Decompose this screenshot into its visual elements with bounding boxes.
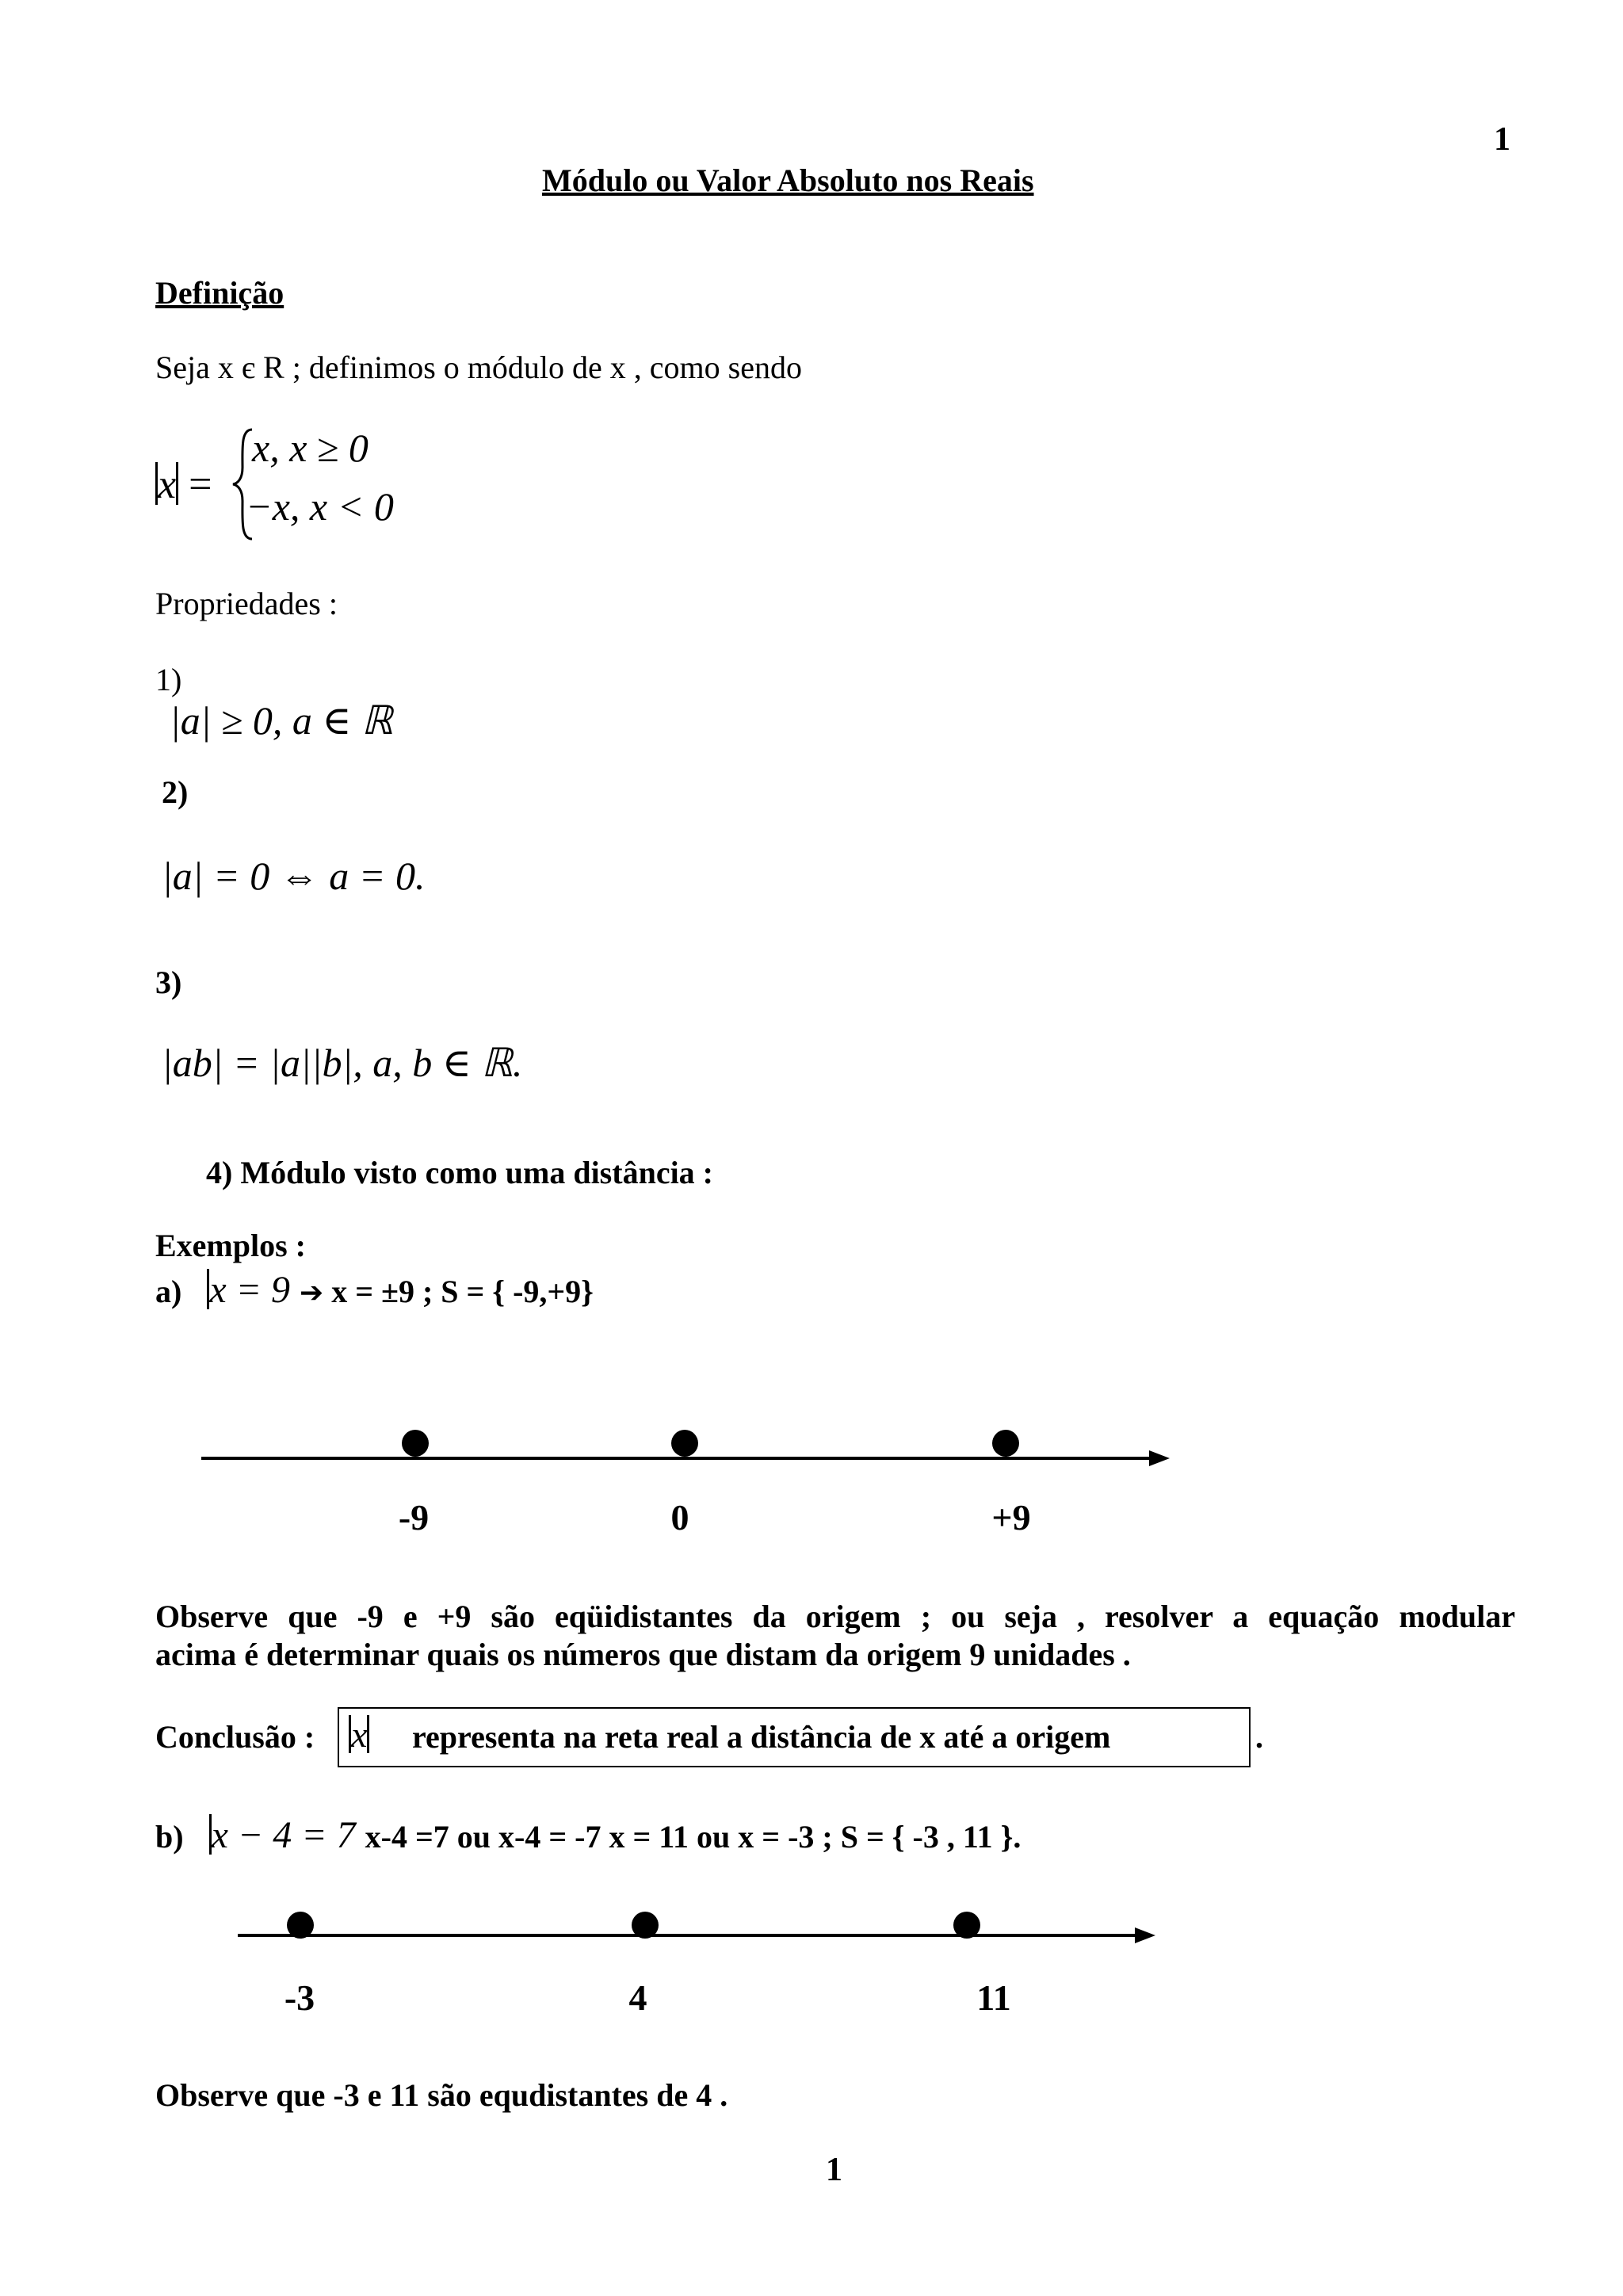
examples-heading: Exemplos : — [155, 1228, 306, 1263]
number-line-a-label: 0 — [670, 1497, 689, 1538]
observation-b: Observe que -3 e 11 são equdistantes de 4 . — [155, 2077, 728, 2113]
example-a-solution: x = ±9 ; S = { -9,+9} — [323, 1274, 594, 1309]
example-b-solution: x-4 =7 ou x-4 = -7 x = 11 ou x = -3 ; S = { -3 , 11 }. — [365, 1819, 1022, 1855]
number-line-a-point-pos9 — [992, 1430, 1019, 1457]
case-nonnegative: x, x ≥ 0 — [252, 426, 369, 470]
page-title: Módulo ou Valor Absoluto nos Reais — [542, 162, 1034, 198]
property-3-formula: |ab| = |a||b|, a, b ∈ ℝ. — [162, 1041, 523, 1085]
property-1-formula: |a| ≥ 0, a ∈ ℝ — [170, 698, 393, 743]
number-line-b-point-11 — [953, 1912, 980, 1939]
observation-a-line-2: acima é determinar quais os números que distam da origem 9 unidades . — [155, 1637, 1131, 1672]
number-line-a-label: +9 — [991, 1497, 1031, 1538]
abs-lhs: x = — [155, 461, 212, 508]
property-4-distance: 4) Módulo visto como uma distância : — [206, 1155, 713, 1190]
number-line-b-label: -3 — [284, 1977, 315, 2018]
property-1-label: 1) — [155, 662, 182, 697]
page-number-top: 1 — [1494, 121, 1510, 158]
number-line-b-point-4 — [632, 1912, 659, 1939]
number-line-b-label: 4 — [628, 1977, 647, 2018]
property-3-label: 3) — [155, 965, 182, 1000]
number-line-b-point-neg3 — [287, 1912, 314, 1939]
conclusion-variable: x — [349, 1713, 369, 1755]
number-line-b-label: 11 — [976, 1977, 1011, 2018]
property-2-formula: |a| = 0 ⇔ a = 0. — [162, 854, 426, 898]
number-line-a-point-0 — [671, 1430, 698, 1457]
number-line-b — [238, 1920, 1411, 1951]
example-a-label: a) — [155, 1274, 182, 1309]
properties-heading: Propriedades : — [155, 586, 338, 621]
conclusion-period: . — [1255, 1719, 1263, 1755]
example-a — [155, 1268, 594, 1312]
case-negative: −x, x < 0 — [246, 484, 394, 529]
observation-a-line-1: Observe que -9 e +9 são eqüidistantes da origem ; ou seja , resolver a equação modular — [155, 1599, 1515, 1634]
number-line-a-point-neg9 — [402, 1430, 429, 1457]
example-b-label: b) — [155, 1819, 184, 1855]
number-line-a-label: -9 — [398, 1497, 430, 1538]
property-2-label: 2) — [162, 774, 189, 810]
conclusion-label: Conclusão : — [155, 1719, 315, 1755]
piecewise-definition — [155, 425, 417, 544]
example-b — [155, 1813, 1021, 1857]
definition-heading: Definição — [155, 275, 285, 311]
example-b-equation: x − 4 = 7 — [209, 1814, 365, 1856]
example-a-equation: x = 9 — [207, 1269, 300, 1311]
arrow-right-icon: ➔ — [300, 1277, 324, 1309]
page-number-bottom: 1 — [826, 2152, 842, 2188]
number-line-a — [201, 1442, 1374, 1474]
conclusion-text: representa na reta real a distância de x até a origem — [412, 1719, 1111, 1755]
definition-intro: Seja x є R ; definimos o módulo de x , como sendo — [155, 350, 802, 385]
